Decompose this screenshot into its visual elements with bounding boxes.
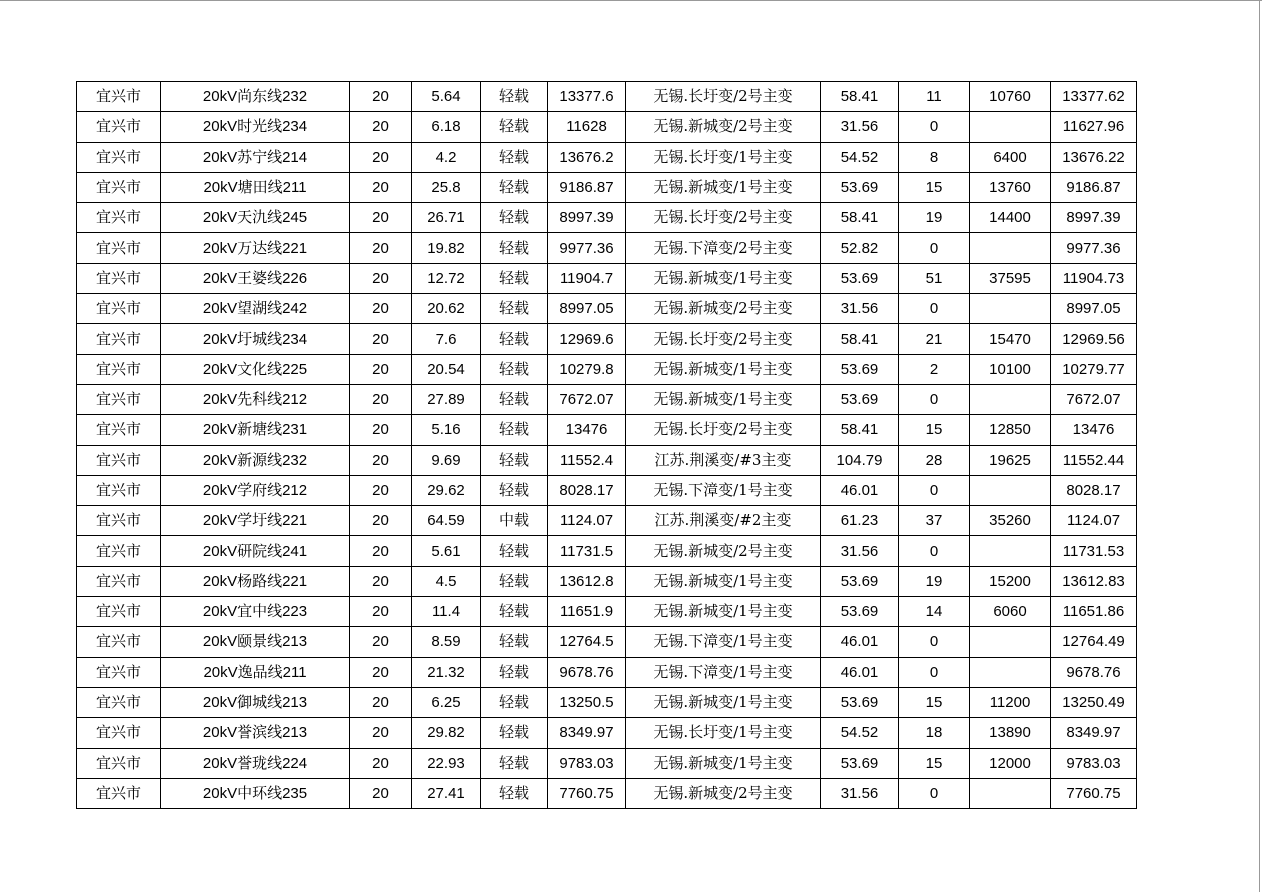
voltage-cell: 20 (350, 778, 412, 808)
substation-cell: 无锡.新城变/1号主变 (626, 354, 821, 384)
load-rate-cell: 4.5 (412, 566, 481, 596)
capacity-cell: 9977.36 (548, 233, 626, 263)
substation-cell: 无锡.新城变/1号主变 (626, 566, 821, 596)
load-status-cell: 轻载 (481, 203, 548, 233)
substation-cell: 无锡.新城变/2号主变 (626, 778, 821, 808)
line-name-cell: 20kV新源线232 (161, 445, 350, 475)
line-name-cell: 20kV万达线221 (161, 233, 350, 263)
load-status-cell: 轻载 (481, 566, 548, 596)
load-status-cell: 轻载 (481, 536, 548, 566)
city-cell: 宜兴市 (77, 657, 161, 687)
margin-cell: 9783.03 (1051, 748, 1137, 778)
load-status-cell: 轻载 (481, 778, 548, 808)
capacity-cell: 12969.6 (548, 324, 626, 354)
transformer-load-cell: 104.79 (821, 445, 899, 475)
city-cell: 宜兴市 (77, 748, 161, 778)
capacity-cell: 10279.8 (548, 354, 626, 384)
table-row (77, 778, 1137, 808)
capacity-cell: 13377.6 (548, 82, 626, 112)
city-cell: 宜兴市 (77, 475, 161, 505)
load-rate-cell: 26.71 (412, 203, 481, 233)
table-row (77, 415, 1137, 445)
line-name-cell: 20kV誉滨线213 (161, 718, 350, 748)
substation-cell: 无锡.下漳变/1号主变 (626, 475, 821, 505)
count-cell: 15 (899, 415, 970, 445)
margin-cell: 9186.87 (1051, 172, 1137, 202)
load-rate-cell: 29.82 (412, 718, 481, 748)
line-name-cell: 20kV塘田线211 (161, 172, 350, 202)
load-status-cell: 轻载 (481, 748, 548, 778)
city-cell: 宜兴市 (77, 597, 161, 627)
load-status-cell: 轻载 (481, 384, 548, 414)
capacity-sum-cell (970, 657, 1051, 687)
page-right-edge (1259, 0, 1260, 892)
line-name-cell: 20kV圩城线234 (161, 324, 350, 354)
margin-cell: 8997.39 (1051, 203, 1137, 233)
count-cell: 0 (899, 627, 970, 657)
table-row (77, 657, 1137, 687)
load-rate-cell: 21.32 (412, 657, 481, 687)
load-rate-cell: 5.64 (412, 82, 481, 112)
capacity-sum-cell: 35260 (970, 506, 1051, 536)
substation-cell: 无锡.长圩变/1号主变 (626, 142, 821, 172)
substation-cell: 无锡.下漳变/1号主变 (626, 627, 821, 657)
capacity-sum-cell: 14400 (970, 203, 1051, 233)
load-status-cell: 轻载 (481, 142, 548, 172)
city-cell: 宜兴市 (77, 384, 161, 414)
voltage-cell: 20 (350, 748, 412, 778)
capacity-cell: 8028.17 (548, 475, 626, 505)
count-cell: 15 (899, 172, 970, 202)
transformer-load-cell: 31.56 (821, 112, 899, 142)
count-cell: 0 (899, 233, 970, 263)
city-cell: 宜兴市 (77, 778, 161, 808)
load-rate-cell: 5.61 (412, 536, 481, 566)
substation-cell: 无锡.下漳变/2号主变 (626, 233, 821, 263)
city-cell: 宜兴市 (77, 142, 161, 172)
load-status-cell: 轻载 (481, 294, 548, 324)
city-cell: 宜兴市 (77, 687, 161, 717)
line-name-cell: 20kV御城线213 (161, 687, 350, 717)
substation-cell: 无锡.新城变/1号主变 (626, 172, 821, 202)
capacity-sum-cell: 13890 (970, 718, 1051, 748)
capacity-cell: 13676.2 (548, 142, 626, 172)
line-name-cell: 20kV望湖线242 (161, 294, 350, 324)
table-row (77, 172, 1137, 202)
transformer-load-cell: 46.01 (821, 627, 899, 657)
load-rate-cell: 4.2 (412, 142, 481, 172)
load-rate-cell: 9.69 (412, 445, 481, 475)
capacity-sum-cell (970, 233, 1051, 263)
load-status-cell: 轻载 (481, 657, 548, 687)
substation-cell: 无锡.新城变/1号主变 (626, 748, 821, 778)
transformer-load-cell: 46.01 (821, 475, 899, 505)
city-cell: 宜兴市 (77, 233, 161, 263)
substation-cell: 无锡.长圩变/1号主变 (626, 718, 821, 748)
line-name-cell: 20kV新塘线231 (161, 415, 350, 445)
margin-cell: 7760.75 (1051, 778, 1137, 808)
voltage-cell: 20 (350, 233, 412, 263)
margin-cell: 13612.83 (1051, 566, 1137, 596)
capacity-cell: 11628 (548, 112, 626, 142)
margin-cell: 11731.53 (1051, 536, 1137, 566)
margin-cell: 10279.77 (1051, 354, 1137, 384)
city-cell: 宜兴市 (77, 203, 161, 233)
load-status-cell: 轻载 (481, 233, 548, 263)
load-rate-cell: 27.89 (412, 384, 481, 414)
capacity-sum-cell: 12000 (970, 748, 1051, 778)
transformer-load-cell: 58.41 (821, 324, 899, 354)
capacity-cell: 13250.5 (548, 687, 626, 717)
substation-cell: 无锡.下漳变/1号主变 (626, 657, 821, 687)
capacity-sum-cell: 15200 (970, 566, 1051, 596)
table-row (77, 627, 1137, 657)
table-row (77, 597, 1137, 627)
transformer-load-cell: 53.69 (821, 597, 899, 627)
count-cell: 0 (899, 112, 970, 142)
capacity-cell: 13612.8 (548, 566, 626, 596)
count-cell: 18 (899, 718, 970, 748)
table-row (77, 748, 1137, 778)
load-rate-cell: 12.72 (412, 263, 481, 293)
load-rate-cell: 5.16 (412, 415, 481, 445)
count-cell: 11 (899, 82, 970, 112)
voltage-cell: 20 (350, 82, 412, 112)
load-status-cell: 轻载 (481, 687, 548, 717)
capacity-cell: 9783.03 (548, 748, 626, 778)
count-cell: 21 (899, 324, 970, 354)
count-cell: 28 (899, 445, 970, 475)
capacity-cell: 7672.07 (548, 384, 626, 414)
count-cell: 0 (899, 475, 970, 505)
margin-cell: 11651.86 (1051, 597, 1137, 627)
capacity-cell: 9186.87 (548, 172, 626, 202)
transformer-load-cell: 58.41 (821, 82, 899, 112)
voltage-cell: 20 (350, 354, 412, 384)
load-rate-cell: 27.41 (412, 778, 481, 808)
count-cell: 37 (899, 506, 970, 536)
count-cell: 14 (899, 597, 970, 627)
margin-cell: 8997.05 (1051, 294, 1137, 324)
margin-cell: 13250.49 (1051, 687, 1137, 717)
count-cell: 15 (899, 687, 970, 717)
capacity-sum-cell: 15470 (970, 324, 1051, 354)
city-cell: 宜兴市 (77, 718, 161, 748)
margin-cell: 9977.36 (1051, 233, 1137, 263)
transformer-load-cell: 31.56 (821, 536, 899, 566)
table-row (77, 566, 1137, 596)
load-rate-cell: 29.62 (412, 475, 481, 505)
load-status-cell: 轻载 (481, 172, 548, 202)
substation-cell: 无锡.新城变/1号主变 (626, 597, 821, 627)
line-name-cell: 20kV尚东线232 (161, 82, 350, 112)
margin-cell: 12969.56 (1051, 324, 1137, 354)
voltage-cell: 20 (350, 203, 412, 233)
voltage-cell: 20 (350, 687, 412, 717)
city-cell: 宜兴市 (77, 263, 161, 293)
line-name-cell: 20kV苏宁线214 (161, 142, 350, 172)
capacity-cell: 8997.39 (548, 203, 626, 233)
table-row (77, 142, 1137, 172)
transformer-load-cell: 53.69 (821, 263, 899, 293)
margin-cell: 11904.73 (1051, 263, 1137, 293)
margin-cell: 11627.96 (1051, 112, 1137, 142)
substation-cell: 无锡.新城变/1号主变 (626, 263, 821, 293)
margin-cell: 8028.17 (1051, 475, 1137, 505)
margin-cell: 1124.07 (1051, 506, 1137, 536)
substation-cell: 无锡.长圩变/2号主变 (626, 82, 821, 112)
load-status-cell: 轻载 (481, 112, 548, 142)
city-cell: 宜兴市 (77, 627, 161, 657)
capacity-sum-cell: 12850 (970, 415, 1051, 445)
substation-cell: 江苏.荆溪变/#2主变 (626, 506, 821, 536)
capacity-sum-cell (970, 384, 1051, 414)
table-row (77, 112, 1137, 142)
margin-cell: 9678.76 (1051, 657, 1137, 687)
voltage-cell: 20 (350, 415, 412, 445)
capacity-sum-cell (970, 627, 1051, 657)
city-cell: 宜兴市 (77, 112, 161, 142)
capacity-sum-cell: 10760 (970, 82, 1051, 112)
table-row (77, 718, 1137, 748)
count-cell: 2 (899, 354, 970, 384)
line-name-cell: 20kV颐景线213 (161, 627, 350, 657)
transformer-load-cell: 53.69 (821, 172, 899, 202)
capacity-sum-cell: 6400 (970, 142, 1051, 172)
line-name-cell: 20kV学府线212 (161, 475, 350, 505)
load-status-cell: 轻载 (481, 324, 548, 354)
voltage-cell: 20 (350, 445, 412, 475)
line-name-cell: 20kV王婆线226 (161, 263, 350, 293)
margin-cell: 7672.07 (1051, 384, 1137, 414)
capacity-sum-cell: 37595 (970, 263, 1051, 293)
line-name-cell: 20kV文化线225 (161, 354, 350, 384)
line-name-cell: 20kV中环线235 (161, 778, 350, 808)
table-row (77, 82, 1137, 112)
capacity-sum-cell: 13760 (970, 172, 1051, 202)
load-rate-cell: 20.54 (412, 354, 481, 384)
capacity-cell: 11731.5 (548, 536, 626, 566)
count-cell: 0 (899, 536, 970, 566)
capacity-sum-cell (970, 475, 1051, 505)
load-status-cell: 轻载 (481, 445, 548, 475)
count-cell: 19 (899, 203, 970, 233)
transformer-load-cell: 53.69 (821, 354, 899, 384)
count-cell: 8 (899, 142, 970, 172)
table-row (77, 233, 1137, 263)
capacity-cell: 1124.07 (548, 506, 626, 536)
transformer-load-cell: 46.01 (821, 657, 899, 687)
capacity-sum-cell: 11200 (970, 687, 1051, 717)
capacity-sum-cell (970, 294, 1051, 324)
table-row (77, 203, 1137, 233)
transformer-load-cell: 31.56 (821, 294, 899, 324)
transformer-load-cell: 54.52 (821, 718, 899, 748)
transformer-load-cell: 52.82 (821, 233, 899, 263)
transformer-load-cell: 53.69 (821, 748, 899, 778)
voltage-cell: 20 (350, 718, 412, 748)
substation-cell: 无锡.长圩变/2号主变 (626, 415, 821, 445)
count-cell: 0 (899, 778, 970, 808)
capacity-sum-cell: 10100 (970, 354, 1051, 384)
city-cell: 宜兴市 (77, 172, 161, 202)
city-cell: 宜兴市 (77, 445, 161, 475)
load-status-cell: 中载 (481, 506, 548, 536)
transformer-load-cell: 58.41 (821, 415, 899, 445)
table-row (77, 263, 1137, 293)
capacity-cell: 7760.75 (548, 778, 626, 808)
city-cell: 宜兴市 (77, 415, 161, 445)
city-cell: 宜兴市 (77, 294, 161, 324)
capacity-cell: 8997.05 (548, 294, 626, 324)
line-name-cell: 20kV誉珑线224 (161, 748, 350, 778)
substation-cell: 无锡.新城变/2号主变 (626, 536, 821, 566)
load-status-cell: 轻载 (481, 718, 548, 748)
count-cell: 0 (899, 384, 970, 414)
load-rate-cell: 7.6 (412, 324, 481, 354)
capacity-cell: 11651.9 (548, 597, 626, 627)
substation-cell: 无锡.新城变/1号主变 (626, 384, 821, 414)
count-cell: 15 (899, 748, 970, 778)
count-cell: 0 (899, 657, 970, 687)
count-cell: 51 (899, 263, 970, 293)
line-name-cell: 20kV学圩线221 (161, 506, 350, 536)
line-name-cell: 20kV天氿线245 (161, 203, 350, 233)
table-row (77, 324, 1137, 354)
voltage-cell: 20 (350, 384, 412, 414)
voltage-cell: 20 (350, 536, 412, 566)
transformer-load-cell: 58.41 (821, 203, 899, 233)
table-row (77, 294, 1137, 324)
capacity-sum-cell (970, 778, 1051, 808)
voltage-cell: 20 (350, 324, 412, 354)
table-row (77, 506, 1137, 536)
line-name-cell: 20kV先科线212 (161, 384, 350, 414)
capacity-cell: 12764.5 (548, 627, 626, 657)
table-row (77, 475, 1137, 505)
margin-cell: 8349.97 (1051, 718, 1137, 748)
table-row (77, 354, 1137, 384)
voltage-cell: 20 (350, 475, 412, 505)
city-cell: 宜兴市 (77, 566, 161, 596)
city-cell: 宜兴市 (77, 324, 161, 354)
transformer-load-cell: 53.69 (821, 566, 899, 596)
capacity-cell: 11552.4 (548, 445, 626, 475)
feeder-load-table (76, 81, 1137, 809)
load-status-cell: 轻载 (481, 263, 548, 293)
capacity-cell: 9678.76 (548, 657, 626, 687)
voltage-cell: 20 (350, 506, 412, 536)
voltage-cell: 20 (350, 657, 412, 687)
capacity-sum-cell (970, 536, 1051, 566)
voltage-cell: 20 (350, 597, 412, 627)
load-rate-cell: 11.4 (412, 597, 481, 627)
substation-cell: 无锡.新城变/2号主变 (626, 294, 821, 324)
line-name-cell: 20kV时光线234 (161, 112, 350, 142)
city-cell: 宜兴市 (77, 506, 161, 536)
table-row (77, 445, 1137, 475)
capacity-cell: 13476 (548, 415, 626, 445)
city-cell: 宜兴市 (77, 354, 161, 384)
count-cell: 19 (899, 566, 970, 596)
capacity-sum-cell: 6060 (970, 597, 1051, 627)
table-row (77, 536, 1137, 566)
load-rate-cell: 6.25 (412, 687, 481, 717)
city-cell: 宜兴市 (77, 82, 161, 112)
substation-cell: 无锡.长圩变/2号主变 (626, 324, 821, 354)
transformer-load-cell: 61.23 (821, 506, 899, 536)
load-status-cell: 轻载 (481, 415, 548, 445)
voltage-cell: 20 (350, 627, 412, 657)
margin-cell: 12764.49 (1051, 627, 1137, 657)
voltage-cell: 20 (350, 294, 412, 324)
transformer-load-cell: 54.52 (821, 142, 899, 172)
voltage-cell: 20 (350, 263, 412, 293)
transformer-load-cell: 53.69 (821, 687, 899, 717)
table-body (77, 82, 1137, 809)
margin-cell: 13377.62 (1051, 82, 1137, 112)
load-status-cell: 轻载 (481, 597, 548, 627)
load-rate-cell: 6.18 (412, 112, 481, 142)
load-status-cell: 轻载 (481, 82, 548, 112)
capacity-cell: 8349.97 (548, 718, 626, 748)
transformer-load-cell: 53.69 (821, 384, 899, 414)
margin-cell: 11552.44 (1051, 445, 1137, 475)
line-name-cell: 20kV杨路线221 (161, 566, 350, 596)
capacity-cell: 11904.7 (548, 263, 626, 293)
load-rate-cell: 19.82 (412, 233, 481, 263)
load-status-cell: 轻载 (481, 475, 548, 505)
substation-cell: 无锡.新城变/2号主变 (626, 112, 821, 142)
load-rate-cell: 64.59 (412, 506, 481, 536)
page-top-edge (0, 0, 1262, 1)
table-row (77, 687, 1137, 717)
voltage-cell: 20 (350, 112, 412, 142)
voltage-cell: 20 (350, 172, 412, 202)
substation-cell: 江苏.荆溪变/#3主变 (626, 445, 821, 475)
line-name-cell: 20kV逸品线211 (161, 657, 350, 687)
load-rate-cell: 25.8 (412, 172, 481, 202)
margin-cell: 13676.22 (1051, 142, 1137, 172)
load-rate-cell: 8.59 (412, 627, 481, 657)
substation-cell: 无锡.新城变/1号主变 (626, 687, 821, 717)
voltage-cell: 20 (350, 566, 412, 596)
load-status-cell: 轻载 (481, 354, 548, 384)
load-status-cell: 轻载 (481, 627, 548, 657)
city-cell: 宜兴市 (77, 536, 161, 566)
line-name-cell: 20kV研院线241 (161, 536, 350, 566)
table-row (77, 384, 1137, 414)
load-rate-cell: 20.62 (412, 294, 481, 324)
capacity-sum-cell: 19625 (970, 445, 1051, 475)
voltage-cell: 20 (350, 142, 412, 172)
margin-cell: 13476 (1051, 415, 1137, 445)
transformer-load-cell: 31.56 (821, 778, 899, 808)
load-rate-cell: 22.93 (412, 748, 481, 778)
line-name-cell: 20kV宜中线223 (161, 597, 350, 627)
capacity-sum-cell (970, 112, 1051, 142)
count-cell: 0 (899, 294, 970, 324)
substation-cell: 无锡.长圩变/2号主变 (626, 203, 821, 233)
